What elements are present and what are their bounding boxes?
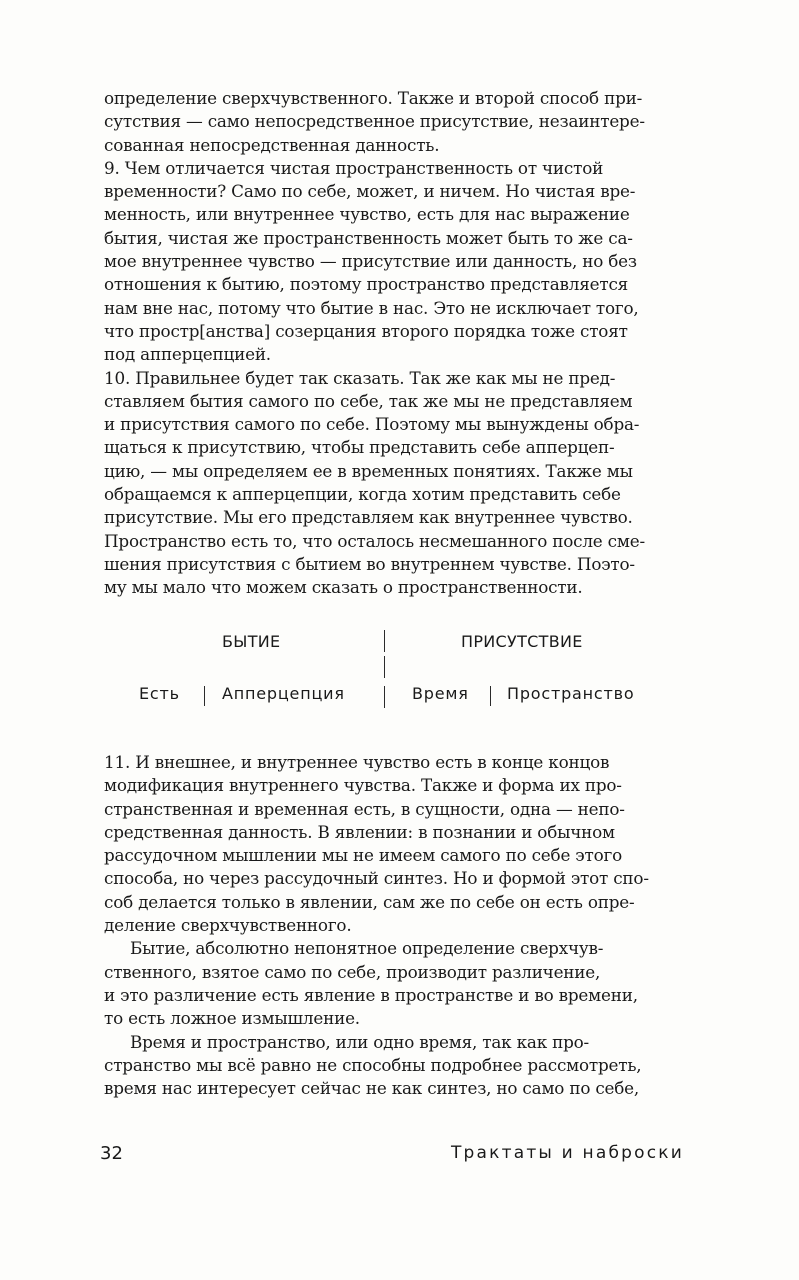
text-line: менность, или внутреннее чувство, есть для нас выражение: [104, 204, 630, 225]
text-line: 11. И внешнее, и внутреннее чувство есть в конце концов: [104, 752, 610, 772]
text-line: что простр[анства] созерцания второго порядка тоже стоят: [104, 320, 628, 341]
scheme-presence-heading: ПРИСУТСТВИЕ: [461, 632, 583, 651]
text-line: сованная непосредственная данность.: [104, 134, 440, 155]
text-line: и это различение есть явление в пространстве и во времени,: [104, 984, 638, 1005]
being-presence-scheme: [0, 622, 799, 722]
text-line: Время и пространство, или одно время, так как про-: [130, 1031, 590, 1052]
text-line: бытия, чистая же пространственность может быть то же са-: [104, 227, 633, 248]
text-line: то есть ложное измышление.: [104, 1008, 360, 1029]
scheme-divider: [384, 656, 385, 678]
text-line: Пространство есть то, что осталось несмешанного после сме-: [104, 530, 645, 551]
text-line: способа, но через рассудочный синтез. Но и формой этот спо-: [104, 868, 649, 889]
text-line: определение сверхчувственного. Также и второй способ при-: [104, 88, 643, 108]
text-line: временности? Само по себе, может, и ничем. Но чистая вре-: [104, 181, 636, 202]
scheme-being-heading: БЫТИЕ: [222, 632, 281, 651]
text-block-bottom: [104, 751, 686, 1100]
scheme-divider: [384, 686, 385, 708]
text-line: время нас интересует сейчас не как синтез, но само по себе,: [104, 1078, 640, 1099]
text-line: ставляем бытия самого по себе, так же мы не представляем: [104, 390, 633, 411]
text-line: обращаемся к апперцепции, когда хотим представить себе: [104, 484, 621, 505]
text-line: щаться к присутствию, чтобы представить себе апперцеп-: [104, 437, 615, 458]
text-line: средственная данность. В явлении: в познании и обычном: [104, 821, 615, 842]
text-line: модификация внутреннего чувства. Также и форма их про-: [104, 775, 622, 796]
text-line: под апперцепцией.: [104, 344, 271, 365]
text-line: странство мы всё равно не способны подробнее рассмотреть,: [104, 1054, 642, 1075]
running-title: Трактаты и наброски: [450, 1143, 684, 1163]
text-line: деление сверхчувственного.: [104, 915, 352, 936]
scheme-item: Пространство: [507, 684, 635, 703]
text-line: му мы мало что можем сказать о пространственности.: [104, 577, 583, 598]
text-line: присутствие. Мы его представляем как внутреннее чувство.: [104, 507, 633, 528]
page-number: 32: [100, 1143, 123, 1164]
text-line: и присутствия самого по себе. Поэтому мы вынуждены обра-: [104, 414, 640, 435]
text-block-top: [104, 87, 686, 600]
text-line: 9. Чем отличается чистая пространственность от чистой: [104, 157, 604, 178]
text-line: Бытие, абсолютно непонятное определение сверхчув-: [130, 938, 604, 959]
text-line: сутствия — само непосредственное присутствие, незаинтере-: [104, 111, 645, 132]
scheme-item: Время: [412, 684, 469, 703]
scheme-divider: [490, 686, 491, 706]
text-line: странственная и временная есть, в сущности, одна — непо-: [104, 798, 625, 819]
text-line: цию, — мы определяем ее в временных понятиях. Также мы: [104, 460, 633, 481]
text-line: соб делается только в явлении, сам же по себе он есть опре-: [104, 891, 635, 912]
scheme-divider: [204, 686, 205, 706]
scheme-divider: [384, 630, 385, 652]
text-line: 10. Правильнее будет так сказать. Так же как мы не пред-: [104, 367, 616, 388]
text-line: отношения к бытию, поэтому пространство представляется: [104, 274, 629, 295]
text-line: ственного, взятое само по себе, производит различение,: [104, 961, 601, 982]
text-line: шения присутствия с бытием во внутреннем чувстве. Поэто-: [104, 553, 635, 574]
text-line: рассудочном мышлении мы не имеем самого по себе этого: [104, 845, 622, 866]
scheme-item: Есть: [139, 684, 180, 703]
text-line: мое внутреннее чувство — присутствие или данность, но без: [104, 251, 637, 272]
scheme-item: Апперцепция: [222, 684, 345, 703]
text-line: нам вне нас, потому что бытие в нас. Это не исключает того,: [104, 297, 639, 318]
